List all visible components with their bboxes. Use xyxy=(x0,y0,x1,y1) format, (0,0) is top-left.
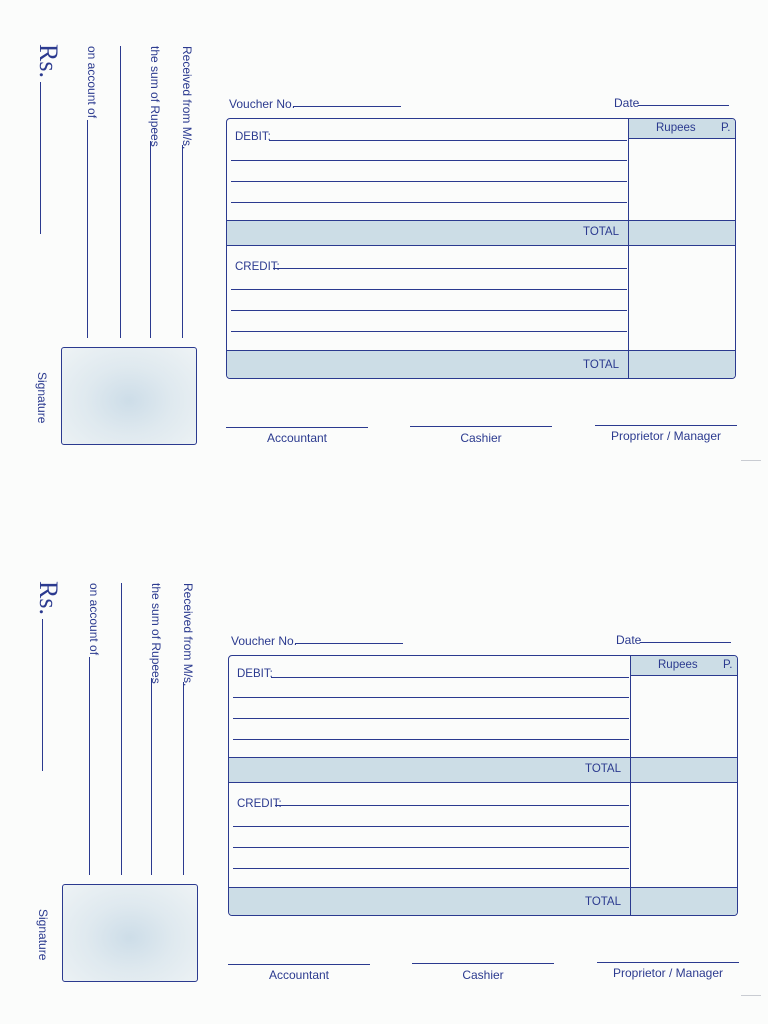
proprietor-sign-line[interactable] xyxy=(595,425,737,426)
debit-label: DEBIT: xyxy=(237,668,273,680)
date-field[interactable] xyxy=(638,105,729,106)
rupees-header xyxy=(629,119,736,139)
debit-line[interactable] xyxy=(233,697,629,698)
on-account-of-line[interactable] xyxy=(89,657,90,875)
accountant-label: Accountant xyxy=(268,968,330,982)
debit-line[interactable] xyxy=(233,739,629,740)
voucher-no-label: Voucher No. xyxy=(231,634,298,648)
credit-line[interactable] xyxy=(231,289,627,290)
debit-line[interactable] xyxy=(231,202,627,203)
accountant-sign-line[interactable] xyxy=(228,964,370,965)
voucher-slip-top xyxy=(0,0,768,480)
rs-label: Rs. xyxy=(34,44,63,78)
voucher-no-label: Voucher No. xyxy=(229,97,296,111)
amount-column-divider xyxy=(628,119,629,378)
paise-label: P. xyxy=(723,659,733,671)
date-label: Date xyxy=(616,633,642,647)
received-from-label: Received from M/s. xyxy=(180,46,194,150)
debit-line[interactable] xyxy=(233,718,629,719)
amount-column-divider xyxy=(630,656,631,915)
sum-of-rupees-line[interactable] xyxy=(151,678,152,875)
sum-of-rupees-line[interactable] xyxy=(150,141,151,338)
cashier-sign-line[interactable] xyxy=(412,963,554,964)
date-field[interactable] xyxy=(640,642,731,643)
rs-amount-line[interactable] xyxy=(42,619,43,771)
voucher-no-field[interactable] xyxy=(295,643,403,644)
debit-line[interactable] xyxy=(231,160,627,161)
debit-line[interactable] xyxy=(269,140,627,141)
signature-box[interactable] xyxy=(62,884,198,982)
ledger-box xyxy=(228,655,738,916)
debit-total-band xyxy=(229,757,737,783)
blank-line[interactable] xyxy=(120,46,121,338)
received-from-label: Received from M/s. xyxy=(181,583,195,687)
on-account-of-line[interactable] xyxy=(87,120,88,338)
received-from-line[interactable] xyxy=(183,682,184,875)
credit-total-label: TOTAL xyxy=(583,359,619,371)
debit-total-label: TOTAL xyxy=(583,226,619,238)
credit-line[interactable] xyxy=(233,826,629,827)
credit-line[interactable] xyxy=(233,847,629,848)
credit-line[interactable] xyxy=(231,310,627,311)
cashier-sign-line[interactable] xyxy=(410,426,552,427)
credit-line[interactable] xyxy=(275,805,629,806)
cashier-label: Cashier xyxy=(460,431,502,445)
received-from-line[interactable] xyxy=(182,145,183,338)
date-label: Date xyxy=(614,96,640,110)
accountant-sign-line[interactable] xyxy=(226,427,368,428)
credit-line[interactable] xyxy=(273,268,627,269)
debit-line[interactable] xyxy=(231,181,627,182)
credit-label: CREDIT: xyxy=(235,261,280,273)
on-account-of-label: on account of xyxy=(85,46,99,119)
voucher-no-field[interactable] xyxy=(293,106,401,107)
credit-line[interactable] xyxy=(231,331,627,332)
debit-total-band xyxy=(227,220,735,246)
sum-of-rupees-label: the sum of Rupees xyxy=(149,583,163,684)
proprietor-label: Proprietor / Manager xyxy=(612,966,724,980)
accountant-label: Accountant xyxy=(266,431,328,445)
signature-label: Signature xyxy=(36,909,50,961)
rs-label: Rs. xyxy=(34,581,63,615)
cashier-label: Cashier xyxy=(462,968,504,982)
paise-label: P. xyxy=(721,122,731,134)
credit-total-band xyxy=(227,350,735,379)
rupees-label: Rupees xyxy=(656,122,696,134)
proprietor-label: Proprietor / Manager xyxy=(610,429,722,443)
rupees-label: Rupees xyxy=(658,659,698,671)
rs-amount-line[interactable] xyxy=(40,82,41,234)
signature-label: Signature xyxy=(35,372,49,424)
on-account-of-label: on account of xyxy=(87,583,101,656)
cut-mark xyxy=(741,995,761,996)
signature-box[interactable] xyxy=(61,347,197,445)
credit-label: CREDIT: xyxy=(237,798,282,810)
debit-label: DEBIT: xyxy=(235,131,271,143)
cut-mark xyxy=(741,460,761,461)
debit-line[interactable] xyxy=(271,677,629,678)
blank-line[interactable] xyxy=(121,583,122,875)
sum-of-rupees-label: the sum of Rupees xyxy=(148,46,162,147)
debit-total-label: TOTAL xyxy=(585,763,621,775)
credit-line[interactable] xyxy=(233,868,629,869)
rupees-header xyxy=(631,656,738,676)
credit-total-band xyxy=(229,887,737,916)
credit-total-label: TOTAL xyxy=(585,896,621,908)
voucher-slip-bottom xyxy=(0,537,768,1017)
ledger-box xyxy=(226,118,736,379)
proprietor-sign-line[interactable] xyxy=(597,962,739,963)
